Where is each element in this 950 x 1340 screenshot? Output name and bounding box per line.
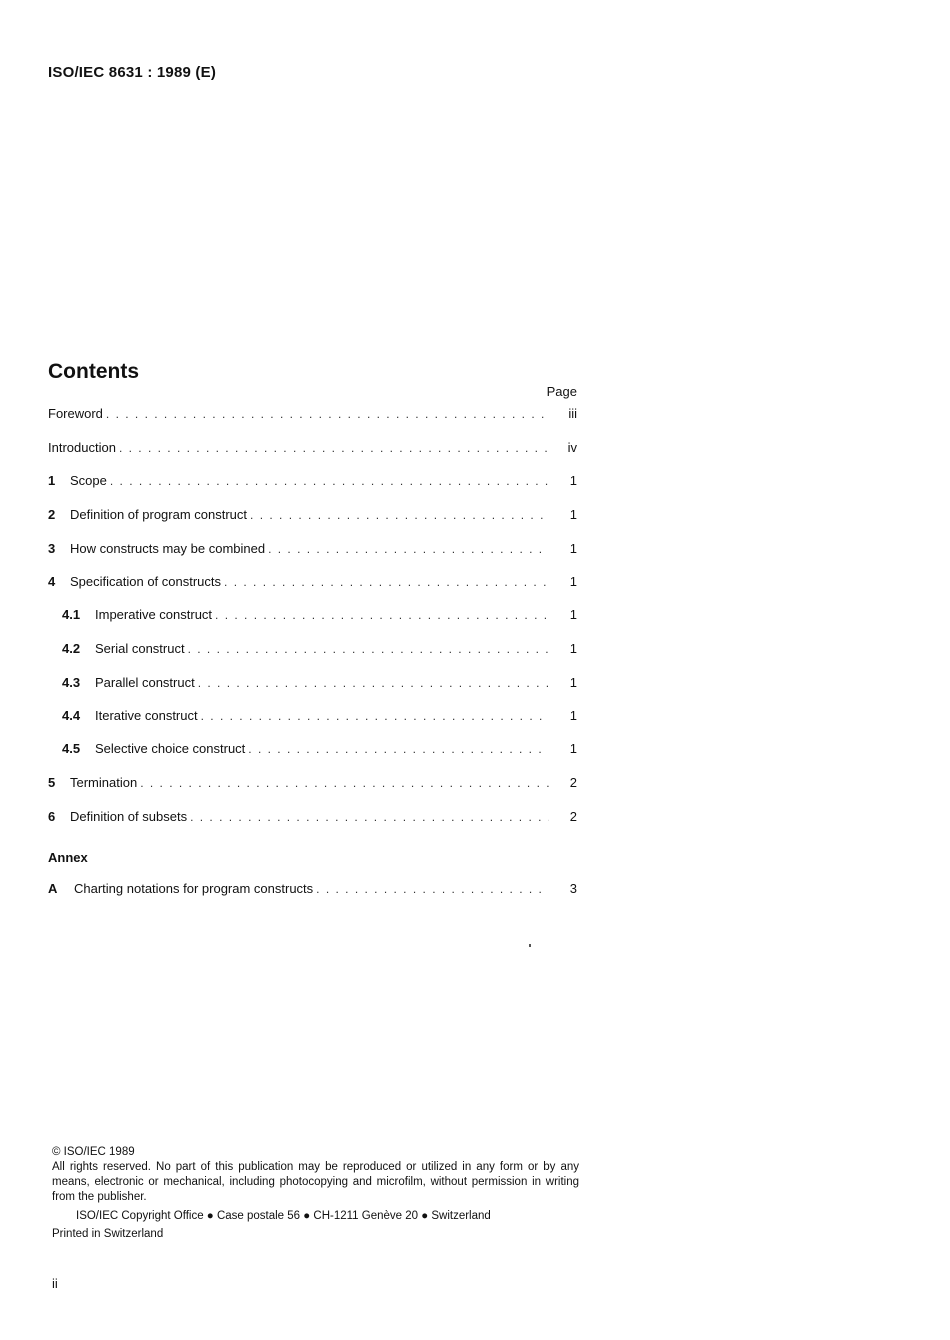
annex-heading: Annex	[48, 850, 88, 865]
toc-entry-number: 4.5	[62, 741, 81, 756]
toc-entry-definition-of-subsets[interactable]	[48, 809, 577, 829]
toc-entry-serial-construct[interactable]	[48, 641, 577, 661]
copyright-office-address: ISO/IEC Copyright Office ● Case postale 56 ● CH-1211 Genève 20 ● Switzerland	[76, 1210, 491, 1222]
page-number: ii	[52, 1276, 58, 1291]
toc-entry-number: 4	[48, 574, 56, 589]
dot-leader	[198, 676, 549, 690]
toc-entry-label: Foreword	[48, 406, 103, 421]
toc-entry-page: iv	[567, 440, 577, 455]
scan-speck	[529, 944, 531, 947]
toc-entry-page: 1	[569, 507, 577, 522]
rights-statement: All rights reserved. No part of this publication may be reproduced or utilized in any form or by any means, electronic or mechanical, including photocopying and microfilm, without permission in writing from the publisher.	[52, 1161, 579, 1203]
dot-leader	[248, 742, 549, 756]
dot-leader	[188, 642, 549, 656]
dot-leader	[268, 542, 549, 556]
toc-entry-annex-a[interactable]	[48, 881, 577, 901]
toc-entry-page: 1	[569, 741, 577, 756]
toc-entry-page: 1	[569, 473, 577, 488]
toc-entry-label: Parallel construct	[95, 675, 195, 690]
toc-entry-page: 2	[569, 775, 577, 790]
toc-entry-label: Definition of subsets	[70, 809, 188, 824]
copyright-notice	[52, 1145, 579, 1242]
toc-entry-number: A	[48, 881, 58, 896]
toc-entry-scope[interactable]	[48, 473, 577, 493]
dot-leader	[110, 474, 549, 488]
toc-entry-label: Termination	[70, 775, 138, 790]
toc-entry-specification-of-constructs[interactable]	[48, 574, 577, 594]
toc-entry-number: 1	[48, 473, 56, 488]
toc-entry-how-constructs-combined[interactable]	[48, 541, 577, 561]
dot-leader	[140, 776, 549, 790]
printed-in-line: Printed in Switzerland	[52, 1228, 164, 1240]
dot-leader	[106, 407, 549, 421]
toc-entry-number: 4.4	[62, 708, 81, 723]
dot-leader	[215, 608, 549, 622]
toc-entry-page: 3	[569, 881, 577, 896]
toc-entry-page: 2	[569, 809, 577, 824]
copyright-line: © ISO/IEC 1989	[52, 1146, 135, 1158]
dot-leader	[250, 508, 549, 522]
toc-entry-page: 1	[569, 675, 577, 690]
document-identifier: ISO/IEC 8631 : 1989 (E)	[48, 64, 217, 81]
toc-entry-number: 6	[48, 809, 56, 824]
dot-leader	[119, 441, 549, 455]
toc-entry-definition-of-program-construct[interactable]	[48, 507, 577, 527]
toc-entry-label: Selective choice construct	[95, 741, 246, 756]
toc-entry-page: 1	[569, 641, 577, 656]
toc-entry-page: 1	[569, 541, 577, 556]
toc-entry-iterative-construct[interactable]	[48, 708, 577, 728]
toc-entry-label: Charting notations for program constructs	[74, 881, 314, 896]
toc-entry-number: 3	[48, 541, 56, 556]
toc-entry-selective-choice-construct[interactable]	[48, 741, 577, 761]
page-column-label: Page	[546, 384, 577, 399]
toc-entry-label: Scope	[70, 473, 107, 488]
toc-entry-foreword[interactable]	[48, 406, 577, 426]
dot-leader	[190, 810, 549, 824]
toc-entry-parallel-construct[interactable]	[48, 675, 577, 695]
toc-entry-page: 1	[569, 607, 577, 622]
toc-entry-label: Specification of constructs	[70, 574, 222, 589]
toc-entry-label: Iterative construct	[95, 708, 198, 723]
toc-entry-page: iii	[568, 406, 577, 421]
toc-entry-number: 2	[48, 507, 56, 522]
toc-entry-number: 5	[48, 775, 56, 790]
toc-entry-page: 1	[569, 574, 577, 589]
toc-entry-label: How constructs may be combined	[70, 541, 266, 556]
contents-title: Contents	[48, 360, 139, 383]
toc-entry-number: 4.2	[62, 641, 81, 656]
dot-leader	[316, 882, 549, 896]
toc-entry-number: 4.1	[62, 607, 81, 622]
toc-entry-page: 1	[569, 708, 577, 723]
toc-entry-label: Introduction	[48, 440, 116, 455]
toc-entry-imperative-construct[interactable]	[48, 607, 577, 627]
toc-entry-label: Imperative construct	[95, 607, 213, 622]
dot-leader	[201, 709, 549, 723]
toc-entry-number: 4.3	[62, 675, 81, 690]
toc-entry-introduction[interactable]	[48, 440, 577, 460]
toc-entry-label: Serial construct	[95, 641, 185, 656]
toc-entry-termination[interactable]	[48, 775, 577, 795]
dot-leader	[224, 575, 549, 589]
toc-entry-label: Definition of program construct	[70, 507, 248, 522]
